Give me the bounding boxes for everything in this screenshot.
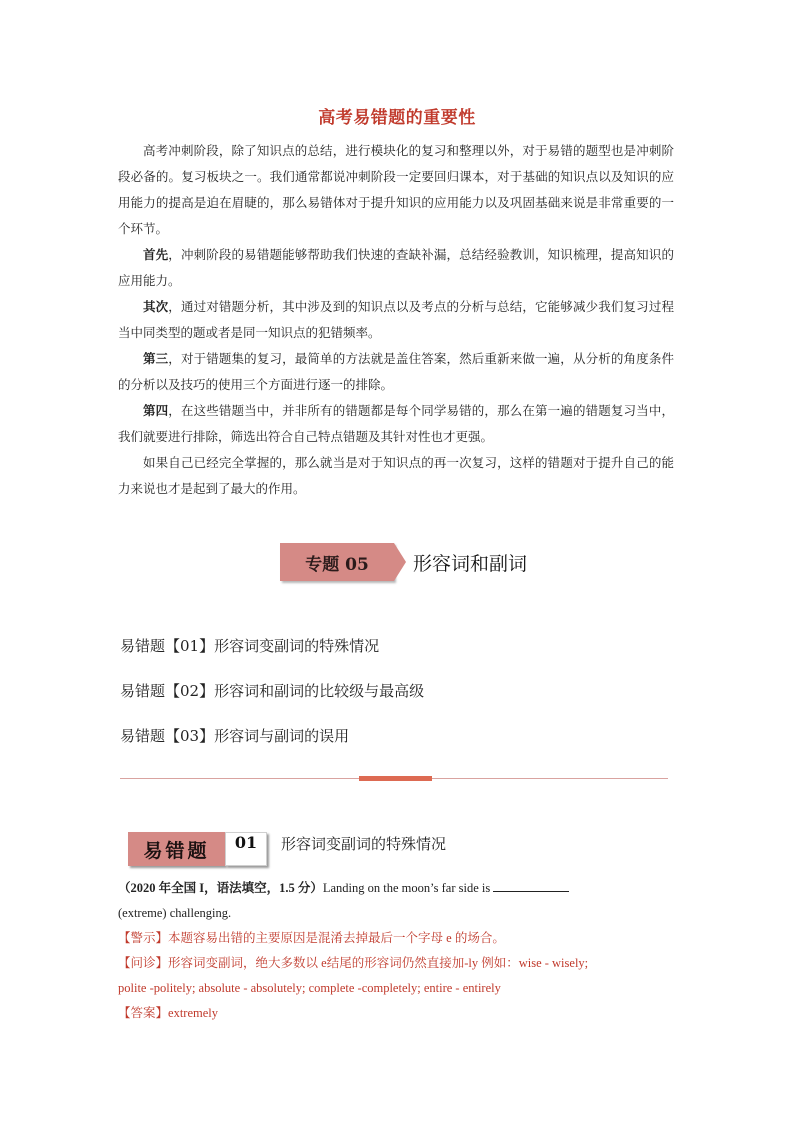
arrow-icon [394, 543, 406, 581]
question-block [118, 876, 678, 1026]
answer-label: 【答案】 [118, 1006, 169, 1020]
paragraph-text: ，冲刺阶段的易错题能够帮助我们快速的查缺补漏，总结经验教训，知识梳理，提高知识的应用能力。 [118, 247, 674, 288]
question-text [118, 876, 678, 901]
intro-paragraph: 如果自己已经完全掌握的，那么就当是对于知识点的再一次复习，这样的错题对于提升自己的能力来说也才是起到了最大的作用。 [118, 455, 674, 496]
answer-line [118, 1001, 678, 1026]
paragraph-lead: 第三 [143, 351, 169, 366]
warning-label: 【警示】 [118, 931, 169, 945]
answer-text: extremely [168, 1006, 218, 1020]
exercise-title: 形容词变副词的特殊情况 [281, 835, 447, 853]
intro-section [118, 138, 674, 502]
paragraph-lead: 首先 [143, 247, 169, 262]
warning-text: 本题容易出错的主要原因是混淆去掉最后一个字母 e 的场合。 [168, 931, 505, 945]
paragraph-lead: 其次 [143, 299, 169, 314]
diagnosis-examples: polite -politely; absolute - absolutely; complete -completely; entire - entirely [118, 981, 501, 995]
paragraph-text: ，通过对错题分析，其中涉及到的知识点以及考点的分析与总结，它能够减少我们复习过程当中同类型的题或者是同一知识点的犯错频率。 [118, 299, 674, 340]
divider-accent [359, 776, 432, 781]
paragraph-text: ，对于错题集的复习，最简单的方法就是盖住答案，然后重新来做一遍，从分析的角度条件的分析以及技巧的使用三个方面进行逐一的排除。 [118, 351, 674, 392]
toc-item[interactable]: 易错题【01】形容词变副词的特殊情况 [120, 637, 380, 655]
question-stem: Landing on the moon’s far side is [322, 881, 491, 895]
diagnosis-line [118, 951, 678, 976]
intro-paragraph [118, 294, 674, 346]
topic-banner [280, 543, 580, 581]
warning-line [118, 926, 678, 951]
topic-name: 形容词和副词 [413, 553, 528, 575]
question-source: （2020 年全国 I，语法填空，1.5 分） [118, 881, 323, 895]
intro-paragraph [118, 346, 674, 398]
topic-tag: 专题 05 [280, 543, 394, 581]
exercise-number: 01 [225, 832, 267, 866]
diagnosis-label: 【问诊】 [118, 956, 169, 970]
intro-paragraph [118, 242, 674, 294]
toc-list [120, 635, 680, 770]
exercise-banner [128, 830, 688, 868]
diagnosis-text: 形容词变副词，绝大多数以 e结尾的形容词仍然直接加-ly 例如：wise - wisely; [168, 956, 589, 970]
paragraph-text: ，在这些错题当中，并非所有的错题都是每个同学易错的，那么在第一遍的错题复习当中，我们就要进行排除，筛选出符合自己特点错题及其针对性也才更强。 [118, 403, 674, 444]
exercise-tag: 易错题 [128, 832, 225, 866]
toc-item[interactable]: 易错题【02】形容词和副词的比较级与最高级 [120, 682, 425, 700]
intro-paragraph [118, 398, 674, 450]
answer-blank[interactable] [493, 879, 569, 892]
question-text: (extreme) challenging. [118, 906, 232, 920]
page-title: 高考易错题的重要性 [318, 108, 476, 128]
toc-item[interactable]: 易错题【03】形容词与副词的误用 [120, 727, 350, 745]
intro-paragraph: 高考冲刺阶段，除了知识点的总结，进行模块化的复习和整理以外，对于易错的题型也是冲刺阶段必备的。复习板块之一。我们通常都说冲刺阶段一定要回归课本，对于基础的知识点以及知识的应用能力的提高是迫在眉睫的，那么易错体对于提升知识的应用能力以及巩固基础来说是非常重要的一个环节。 [118, 143, 674, 236]
paragraph-lead: 第四 [143, 403, 169, 418]
